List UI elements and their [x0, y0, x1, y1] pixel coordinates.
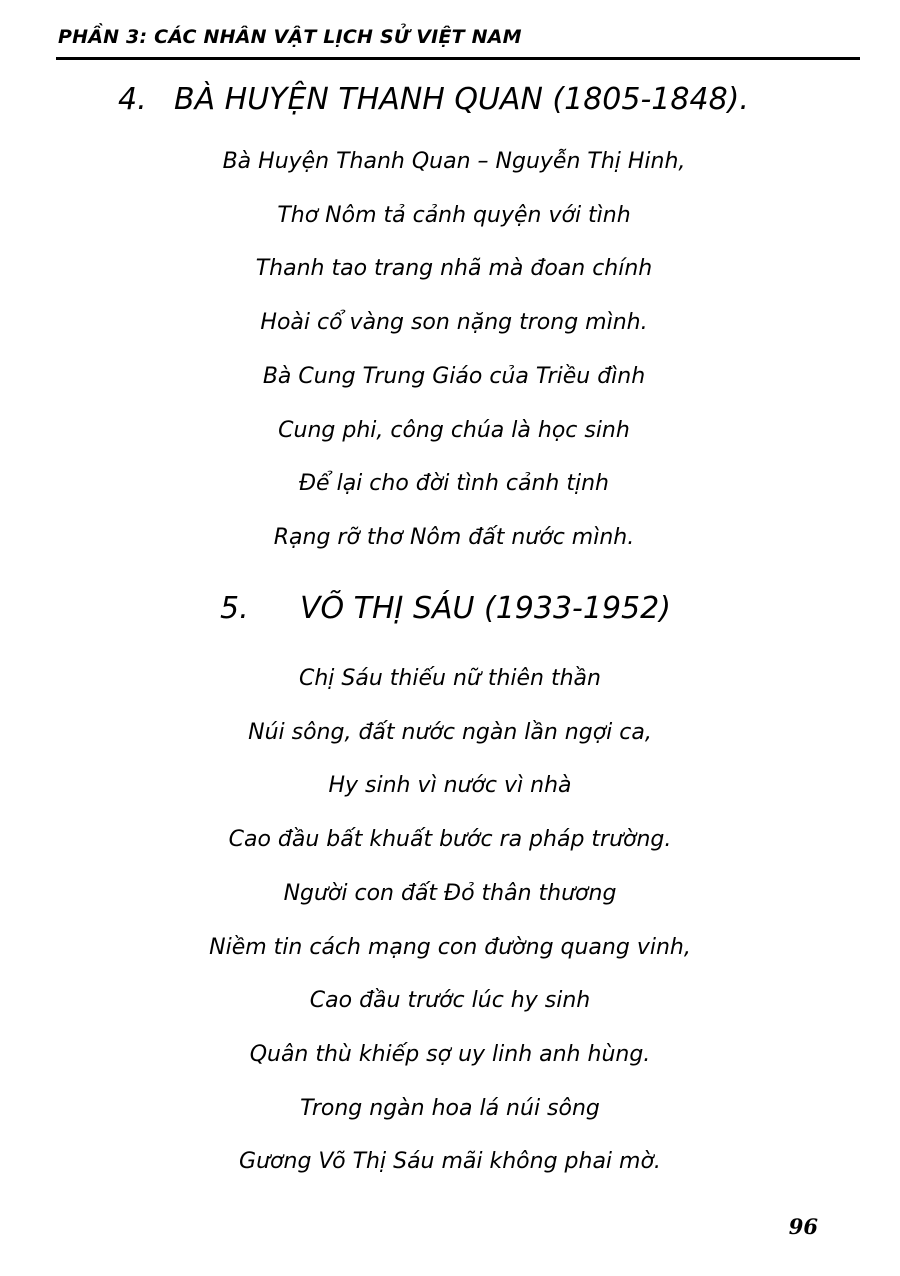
- section-number: 4.: [118, 82, 147, 117]
- section-number: 5.: [220, 591, 249, 626]
- poem-line: Cao đầu trước lúc hy sinh: [309, 988, 591, 1014]
- poem-line: Thơ Nôm tả cảnh quyện với tình: [277, 202, 631, 228]
- header-rule: [56, 57, 860, 60]
- poem-line: Niềm tin cách mạng con đường quang vinh,: [209, 934, 691, 960]
- poem-line: Cao đầu bất khuất bước ra pháp trường.: [228, 827, 672, 853]
- poem-line: Hy sinh vì nước vì nhà: [328, 773, 572, 799]
- poem-line: Bà Huyện Thanh Quan – Nguyễn Thị Hinh,: [222, 149, 686, 174]
- poem-line: Bà Cung Trung Giáo của Triều đình: [262, 363, 646, 389]
- page-number: 96: [788, 1214, 818, 1239]
- poem-line: Để lại cho đời tình cảnh tịnh: [299, 471, 609, 497]
- poem-line: Gương Võ Thị Sáu mãi không phai mờ.: [239, 1149, 661, 1175]
- poem-line: Người con đất Đỏ thân thương: [283, 880, 617, 906]
- poem-line: Cung phi, công chúa là học sinh: [278, 417, 630, 443]
- section-title: BÀ HUYỆN THANH QUAN (1805-1848).: [174, 82, 749, 117]
- poem-vo-thi-sau: [0, 652, 900, 1189]
- section-heading-5: [220, 591, 671, 626]
- poem-line: Rạng rỡ thơ Nôm đất nước mình.: [273, 524, 635, 550]
- section-title: VÕ THỊ SÁU (1933-1952): [300, 591, 671, 626]
- poem-line: Chị Sáu thiếu nữ thiên thần: [299, 666, 601, 691]
- poem-line: Thanh tao trang nhã mà đoan chính: [255, 256, 653, 282]
- poem-line: Trong ngàn hoa lá núi sông: [300, 1095, 600, 1121]
- poem-line: Quân thù khiếp sợ uy linh anh hùng.: [249, 1041, 651, 1067]
- section-heading-4: [118, 82, 749, 117]
- poem-line: Núi sông, đất nước ngàn lần ngợi ca,: [248, 719, 652, 745]
- poem-ba-huyen-thanh-quan: [0, 135, 900, 565]
- running-header: PHẦN 3: CÁC NHÂN VẬT LỊCH SỬ VIỆT NAM: [58, 26, 522, 48]
- poem-line: Hoài cổ vàng son nặng trong mình.: [260, 310, 648, 336]
